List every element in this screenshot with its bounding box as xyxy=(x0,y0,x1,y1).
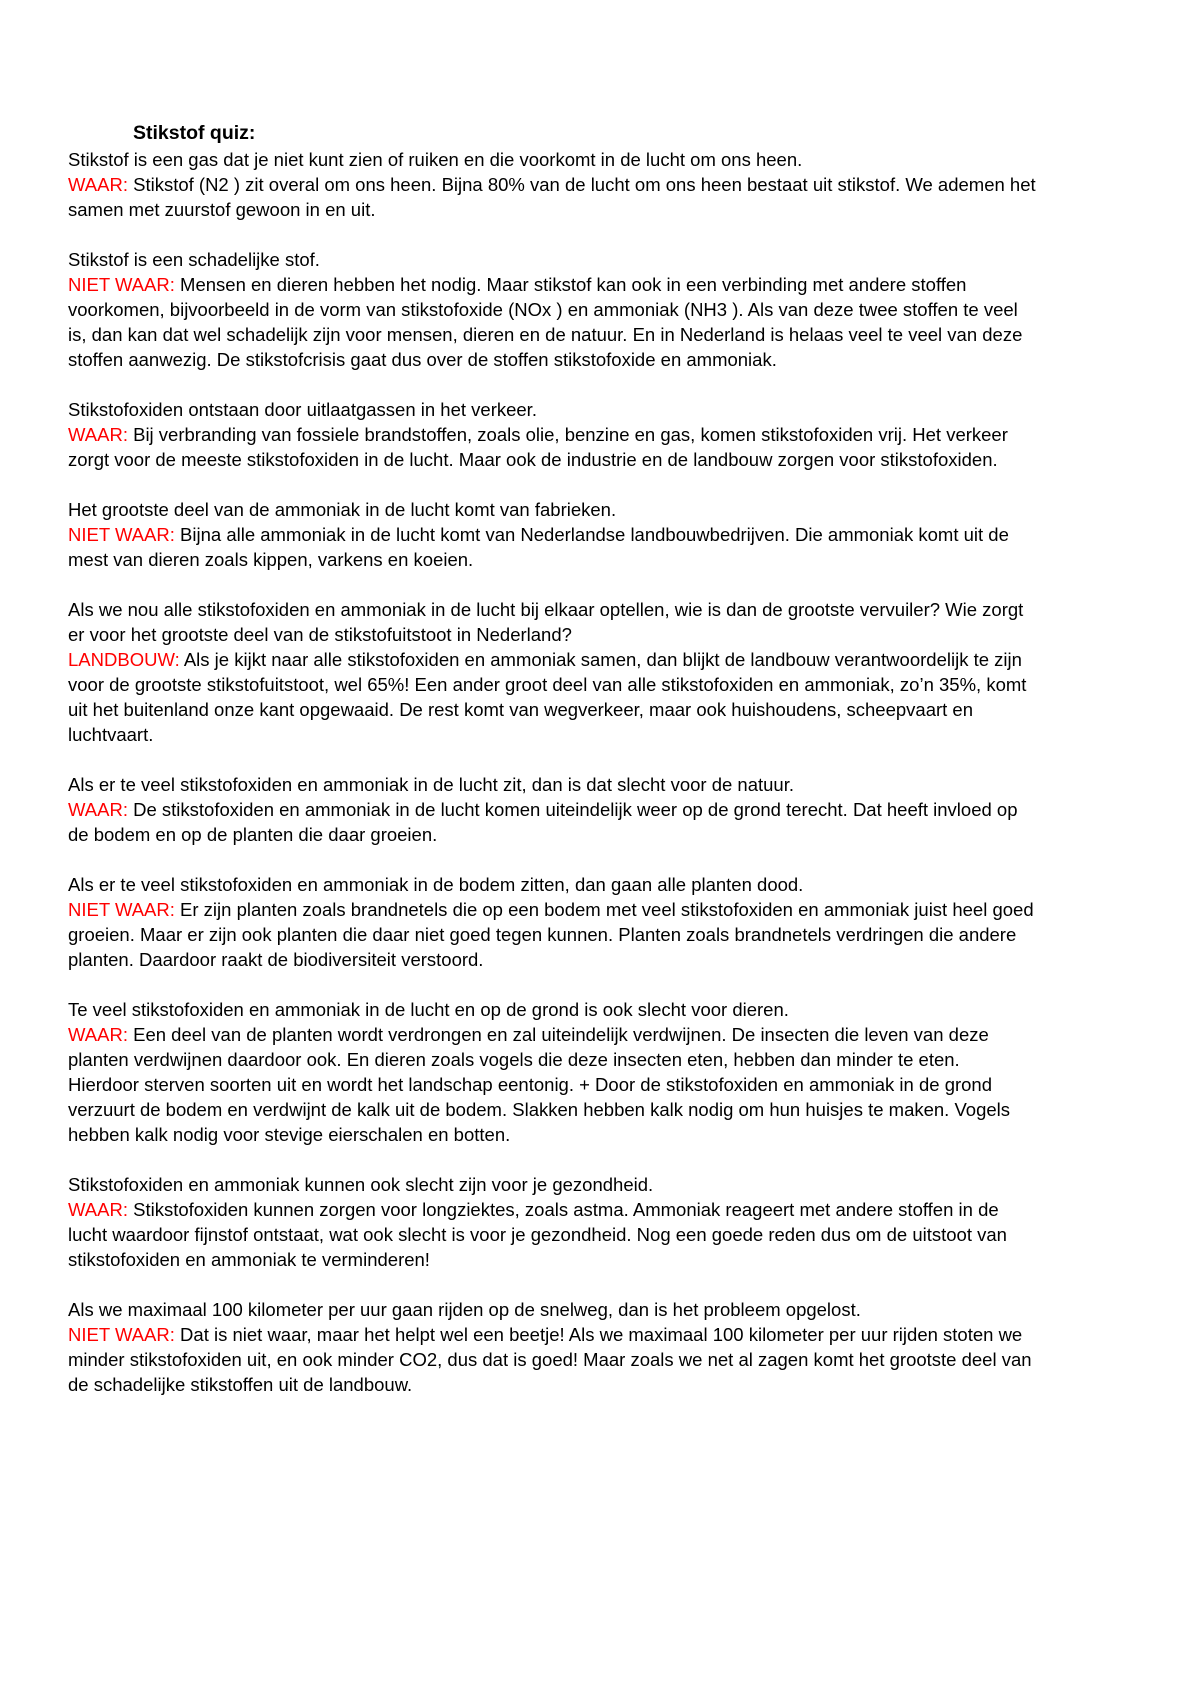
answer-explanation: hebben kalk nodig voor stevige eierschalen en botten. xyxy=(68,1124,511,1145)
quiz-item xyxy=(68,247,1148,372)
answer-explanation: voor de grootste stikstofuitstoot, wel 65%! Een ander groot deel van alle stikstofoxiden en ammoniak, zo’n 35%, komt xyxy=(68,674,1027,695)
quiz-statement: Als er te veel stikstofoxiden en ammoniak in de lucht zit, dan is dat slecht voor de natuur. xyxy=(68,774,794,795)
quiz-answer-line xyxy=(68,422,1148,447)
answer-explanation: planten. Daardoor raakt de biodiversiteit verstoord. xyxy=(68,949,484,970)
answer-explanation: minder stikstofoxiden uit, en ook minder CO2, dus dat is goed! Maar zoals we net al zagen komt het grootste deel van xyxy=(68,1349,1032,1370)
answer-verdict-label: WAAR: xyxy=(68,424,128,445)
quiz-answer-line xyxy=(68,647,1148,672)
quiz-statement: Stikstofoxiden ontstaan door uitlaatgassen in het verkeer. xyxy=(68,399,537,420)
answer-explanation: mest van dieren zoals kippen, varkens en koeien. xyxy=(68,549,474,570)
quiz-answer-line xyxy=(68,272,1148,297)
quiz-statement: Als er te veel stikstofoxiden en ammoniak in de bodem zitten, dan gaan alle planten dood. xyxy=(68,874,804,895)
quiz-answer-line xyxy=(68,1322,1148,1347)
answer-explanation: de bodem en op de planten die daar groeien. xyxy=(68,824,438,845)
answer-explanation: is, dan kan dat wel schadelijk zijn voor mensen, dieren en de natuur. En in Nederland is helaas veel te veel van deze xyxy=(68,324,1023,345)
answer-verdict-label: WAAR: xyxy=(68,1024,128,1045)
answer-explanation: de schadelijke stikstoffen uit de landbouw. xyxy=(68,1374,413,1395)
answer-explanation: planten verdwijnen daardoor ook. En dieren zoals vogels die deze insecten eten, hebben dan minder te eten. xyxy=(68,1049,960,1070)
answer-explanation: Dat is niet waar, maar het helpt wel een beetje! Als we maximaal 100 kilometer per uur rijden stoten we xyxy=(180,1324,1023,1345)
answer-verdict-label: NIET WAAR: xyxy=(68,899,175,920)
quiz-item xyxy=(68,772,1148,847)
answer-verdict-label: LANDBOUW: xyxy=(68,649,180,670)
answer-verdict-label: WAAR: xyxy=(68,1199,128,1220)
quiz-body xyxy=(68,147,1148,1422)
answer-explanation: lucht waardoor fijnstof ontstaat, wat ook slecht is voor je gezondheid. Nog een goede reden dus om de uitstoot van xyxy=(68,1224,1007,1245)
answer-explanation: zorgt voor de meeste stikstofoxiden in de lucht. Maar ook de industrie en de landbouw zorgen voor stikstofoxiden. xyxy=(68,449,998,470)
quiz-statement: Stikstof is een schadelijke stof. xyxy=(68,249,320,270)
answer-explanation: Bij verbranding van fossiele brandstoffen, zoals olie, benzine en gas, komen stikstofoxiden vrij. Het verkeer xyxy=(133,424,1008,445)
answer-explanation: De stikstofoxiden en ammoniak in de lucht komen uiteindelijk weer op de grond terecht. Dat heeft invloed op xyxy=(133,799,1018,820)
quiz-statement: Te veel stikstofoxiden en ammoniak in de lucht en op de grond is ook slecht voor dieren. xyxy=(68,999,789,1020)
quiz-answer-line xyxy=(68,172,1148,197)
quiz-item xyxy=(68,1297,1148,1397)
quiz-item xyxy=(68,397,1148,472)
answer-explanation: stikstofoxiden en ammoniak te verminderen! xyxy=(68,1249,430,1270)
answer-verdict-label: WAAR: xyxy=(68,174,128,195)
quiz-answer-line xyxy=(68,1197,1148,1222)
answer-explanation: Er zijn planten zoals brandnetels die op een bodem met veel stikstofoxiden en ammoniak juist heel goed xyxy=(180,899,1034,920)
quiz-item xyxy=(68,997,1148,1147)
quiz-answer-line xyxy=(68,522,1148,547)
answer-explanation: Bijna alle ammoniak in de lucht komt van Nederlandse landbouwbedrijven. Die ammoniak komt uit de xyxy=(180,524,1009,545)
answer-verdict-label: NIET WAAR: xyxy=(68,524,175,545)
quiz-answer-line xyxy=(68,897,1148,922)
quiz-answer-line xyxy=(68,1022,1148,1047)
answer-verdict-label: NIET WAAR: xyxy=(68,274,175,295)
quiz-statement: Het grootste deel van de ammoniak in de lucht komt van fabrieken. xyxy=(68,499,617,520)
answer-explanation: groeien. Maar er zijn ook planten die daar niet goed tegen kunnen. Planten zoals brandnetels verdringen die andere xyxy=(68,924,1017,945)
answer-explanation: stoffen aanwezig. De stikstofcrisis gaat dus over de stoffen stikstofoxide en ammoniak. xyxy=(68,349,777,370)
answer-explanation: uit het buitenland onze kant opgewaaid. De rest komt van wegverkeer, maar ook huishoudens, scheepvaart en xyxy=(68,699,974,720)
answer-explanation: Hierdoor sterven soorten uit en wordt het landschap eentonig. + Door de stikstofoxiden en ammoniak in de grond xyxy=(68,1074,993,1095)
answer-verdict-label: NIET WAAR: xyxy=(68,1324,175,1345)
quiz-statement: Als we maximaal 100 kilometer per uur gaan rijden op de snelweg, dan is het probleem opgelost. xyxy=(68,1299,861,1320)
answer-explanation: luchtvaart. xyxy=(68,724,154,745)
answer-explanation: samen met zuurstof gewoon in en uit. xyxy=(68,199,376,220)
answer-explanation: Stikstof (N2 ) zit overal om ons heen. Bijna 80% van de lucht om ons heen bestaat uit stikstof. We ademen het xyxy=(133,174,1036,195)
quiz-item xyxy=(68,872,1148,972)
quiz-item xyxy=(68,147,1148,222)
answer-explanation: verzuurt de bodem en verdwijnt de kalk uit de bodem. Slakken hebben kalk nodig om hun huisjes te maken. Vogels xyxy=(68,1099,1011,1120)
quiz-item xyxy=(68,1172,1148,1272)
quiz-statement: Stikstof is een gas dat je niet kunt zien of ruiken en die voorkomt in de lucht om ons heen. xyxy=(68,149,803,170)
answer-explanation: Mensen en dieren hebben het nodig. Maar stikstof kan ook in een verbinding met andere stoffen xyxy=(180,274,967,295)
quiz-statement: Als we nou alle stikstofoxiden en ammoniak in de lucht bij elkaar optellen, wie is dan de grootste vervuiler? Wie zorgt xyxy=(68,599,1024,620)
quiz-item xyxy=(68,597,1148,747)
answer-explanation: Een deel van de planten wordt verdrongen en zal uiteindelijk verdwijnen. De insecten die leven van deze xyxy=(133,1024,989,1045)
answer-verdict-label: WAAR: xyxy=(68,799,128,820)
quiz-statement: Stikstofoxiden en ammoniak kunnen ook slecht zijn voor je gezondheid. xyxy=(68,1174,654,1195)
page-title: Stikstof quiz: xyxy=(133,122,256,144)
answer-explanation: voorkomen, bijvoorbeeld in de vorm van stikstofoxide (NOx ) en ammoniak (NH3 ). Als van deze twee stoffen te veel xyxy=(68,299,1018,320)
quiz-item xyxy=(68,497,1148,572)
quiz-statement: er voor het grootste deel van de stikstofuitstoot in Nederland? xyxy=(68,624,572,645)
answer-explanation: Stikstofoxiden kunnen zorgen voor longziektes, zoals astma. Ammoniak reageert met andere stoffen in de xyxy=(133,1199,999,1220)
quiz-answer-line xyxy=(68,797,1148,822)
answer-explanation: Als je kijkt naar alle stikstofoxiden en ammoniak samen, dan blijkt de landbouw verantwoordelijk te zijn xyxy=(183,649,1022,670)
